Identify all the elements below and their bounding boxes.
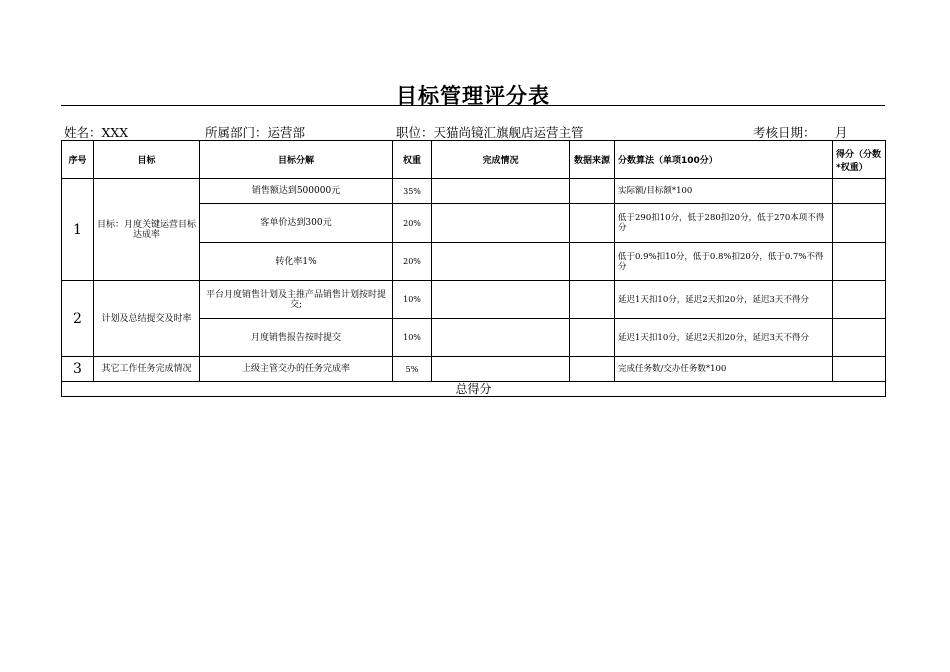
employee-name: 姓名：XXX	[64, 125, 129, 140]
data-source-cell[interactable]	[570, 204, 615, 243]
row-seq: 1	[62, 179, 94, 281]
row-detail: 转化率1%	[200, 243, 393, 281]
row-method: 延迟1天扣10分，延迟2天扣20分，延迟3天不得分	[615, 281, 833, 319]
header-score: 得分（分数*权重）	[833, 141, 886, 179]
review-month: 月	[835, 125, 848, 140]
department: 所属部门：运营部	[205, 125, 306, 140]
title-divider	[61, 105, 885, 106]
completion-cell[interactable]	[432, 281, 570, 319]
row-goal: 计划及总结提交及时率	[94, 281, 200, 357]
data-source-cell[interactable]	[570, 281, 615, 319]
row-goal: 目标：月度关键运营目标达成率	[94, 179, 200, 281]
row-weight: 20%	[393, 243, 432, 281]
score-cell[interactable]	[833, 281, 886, 319]
header-seq: 序号	[62, 141, 94, 179]
row-method: 完成任务数/交办任务数*100	[615, 357, 833, 382]
row-weight: 20%	[393, 204, 432, 243]
row-goal: 其它工作任务完成情况	[94, 357, 200, 382]
row-method: 低于290扣10分，低于280扣20分，低于270本项不得分	[615, 204, 833, 243]
row-detail: 平台月度销售计划及主推产品销售计划按时提交;	[200, 281, 393, 319]
page-title: 目标管理评分表	[396, 83, 550, 108]
row-detail: 上级主管交办的任务完成率	[200, 357, 393, 382]
position: 职位：天猫尚镜汇旗舰店运营主管	[396, 125, 584, 140]
header-goal: 目标	[94, 141, 200, 179]
review-date-label: 考核日期：	[753, 125, 816, 140]
completion-cell[interactable]	[432, 204, 570, 243]
row-detail: 月度销售报告按时提交	[200, 319, 393, 357]
row-method: 实际额/目标额*100	[615, 179, 833, 204]
header-completion: 完成情况	[432, 141, 570, 179]
data-source-cell[interactable]	[570, 243, 615, 281]
completion-cell[interactable]	[432, 357, 570, 382]
score-cell[interactable]	[833, 319, 886, 357]
row-seq: 3	[62, 357, 94, 382]
score-cell[interactable]	[833, 357, 886, 382]
row-detail: 客单价达到300元	[200, 204, 393, 243]
row-weight: 10%	[393, 319, 432, 357]
total-row	[62, 382, 886, 397]
table-header-row	[62, 141, 886, 179]
completion-cell[interactable]	[432, 319, 570, 357]
row-weight: 5%	[393, 357, 432, 382]
data-source-cell[interactable]	[570, 179, 615, 204]
table-row	[62, 281, 886, 319]
row-method: 低于0.9%扣10分，低于0.8%扣20分，低于0.7%不得分	[615, 243, 833, 281]
data-source-cell[interactable]	[570, 357, 615, 382]
score-cell[interactable]	[833, 179, 886, 204]
header-detail: 目标分解	[200, 141, 393, 179]
score-table	[61, 140, 886, 397]
completion-cell[interactable]	[432, 243, 570, 281]
table-row	[62, 357, 886, 382]
data-source-cell[interactable]	[570, 319, 615, 357]
row-weight: 35%	[393, 179, 432, 204]
header-source: 数据来源	[570, 141, 615, 179]
header-method: 分数算法（单项100分）	[615, 141, 833, 179]
row-method: 延迟1天扣10分，延迟2天扣20分，延迟3天不得分	[615, 319, 833, 357]
row-detail: 销售额达到500000元	[200, 179, 393, 204]
score-cell[interactable]	[833, 204, 886, 243]
row-weight: 10%	[393, 281, 432, 319]
header-weight: 权重	[393, 141, 432, 179]
total-score-label: 总得分	[62, 382, 886, 397]
table-row	[62, 179, 886, 204]
score-cell[interactable]	[833, 243, 886, 281]
row-seq: 2	[62, 281, 94, 357]
completion-cell[interactable]	[432, 179, 570, 204]
